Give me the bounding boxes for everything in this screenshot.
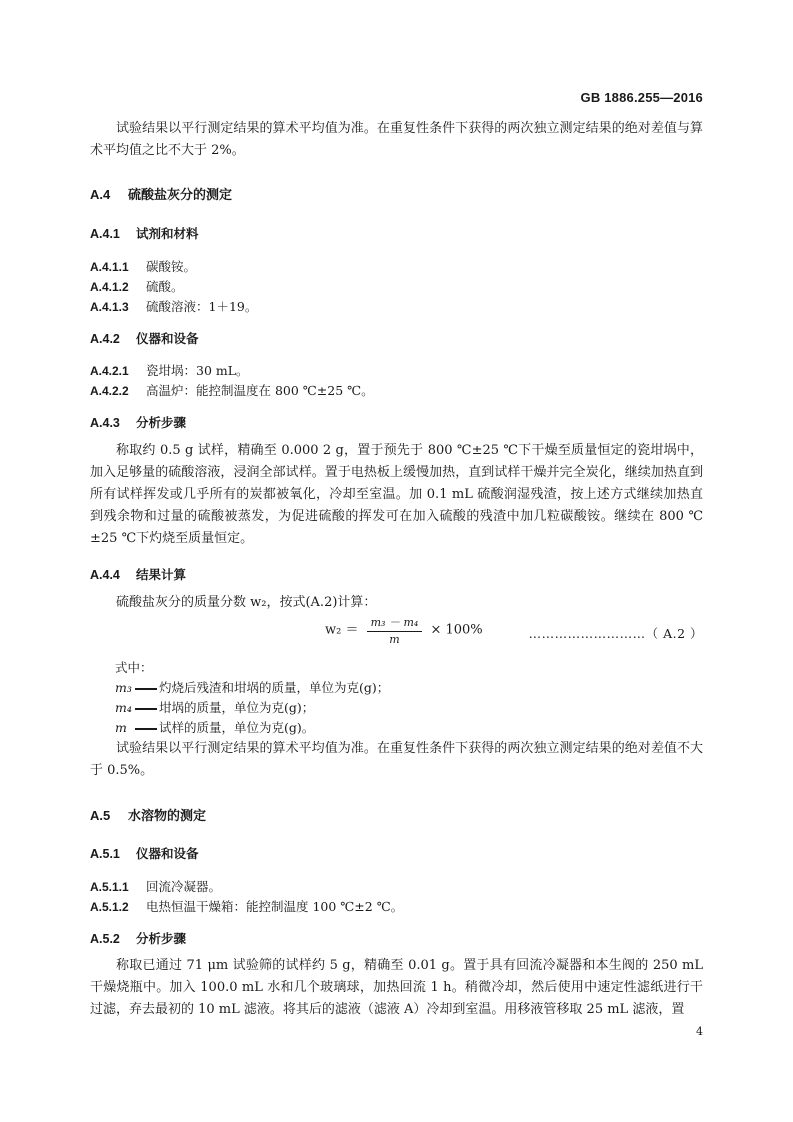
em-dash — [135, 688, 157, 690]
symbol: m — [115, 720, 127, 735]
formula-rhs: × 100% — [430, 622, 483, 638]
item-number: A.5.1.2 — [90, 900, 129, 914]
subsection-number: A.4.2 — [90, 332, 120, 346]
subsection-title: 分析步骤 — [136, 416, 187, 430]
item-a412 — [90, 277, 184, 295]
item-text: 硫酸。 — [146, 279, 184, 294]
item-text: 硫酸溶液：1＋19。 — [146, 299, 258, 314]
subsection-title: 结果计算 — [136, 568, 187, 582]
item-number: A.4.1.1 — [90, 260, 129, 274]
item-a411 — [90, 257, 196, 275]
paragraph-a3-result: 试验结果以平行测定结果的算术平均值为准。在重复性条件下获得的两次独立测定结果的绝对差值与算术平均值之比不大于 2%。 — [90, 121, 703, 158]
symbol: m₃ — [115, 680, 132, 695]
formula-a2 — [325, 614, 483, 650]
subsection-number: A.4.1 — [90, 227, 120, 241]
item-text: 电热恒温干燥箱：能控制温度 100 ℃±2 ℃。 — [146, 899, 404, 914]
em-dash — [135, 728, 157, 730]
equation-number: ………………………（ A.2 ） — [528, 626, 703, 641]
paragraph-a44-intro: 硫酸盐灰分的质量分数 w₂，按式(A.2)计算： — [116, 595, 377, 610]
item-a422 — [90, 381, 374, 399]
paragraph-a52-procedure: 称取已通过 71 μm 试验筛的试样约 5 g，精确至 0.01 g。置于具有回流冷凝器和本生阀的 250 mL 干燥烧瓶中。加入 100.0 mL 水和几个玻璃球，加热回流 1 h。稍微冷却，然后使用中速定性滤纸进行干过滤，弃去最初的 10 mL 滤液。将其后的滤液（滤液 A）冷却到室温。用移液管移取 25 mL 滤液，置 — [90, 958, 703, 1017]
item-text: 碳酸铵。 — [146, 259, 197, 274]
definition-text: 灼烧后残渣和坩埚的质量，单位为克(g)； — [159, 680, 390, 695]
page-number: 4 — [696, 1025, 703, 1038]
item-a413 — [90, 297, 257, 315]
subsection-heading-a41 — [90, 224, 199, 242]
item-number: A.5.1.1 — [90, 880, 129, 894]
subsection-number: A.4.3 — [90, 416, 120, 430]
subsection-title: 仪器和设备 — [136, 847, 199, 861]
em-dash — [135, 708, 157, 710]
formula-denominator: m — [389, 633, 400, 646]
definition-m — [115, 718, 314, 736]
definition-m4 — [115, 698, 314, 716]
definition-m3 — [115, 678, 389, 696]
subsection-title: 试剂和材料 — [136, 227, 199, 241]
item-number: A.4.2.1 — [90, 364, 129, 378]
where-label: 式中： — [115, 660, 153, 675]
section-number: A.4 — [90, 187, 111, 202]
item-number: A.4.1.2 — [90, 280, 129, 294]
subsection-heading-a42 — [90, 329, 199, 347]
formula-fraction — [367, 614, 423, 646]
definition-text: 试样的质量，单位为克(g)。 — [159, 720, 315, 735]
subsection-heading-a51 — [90, 844, 199, 862]
subsection-number: A.5.2 — [90, 932, 120, 946]
paragraph-a43-procedure: 称取约 0.5 g 试样，精确至 0.000 2 g，置于预先于 800 ℃±25 ℃下干燥至质量恒定的瓷坩埚中，加入足够量的硫酸溶液，浸润全部试样。置于电热板上缓慢加热，直到试样干燥并完全炭化，继续加热直到所有试样挥发或几乎所有的炭都被氧化，冷却至室温。加 0.1 mL 硫酸润湿残渣，按上述方式继续加热直到残余物和过量的硫酸被蒸发，为促进硫酸的挥发可在加入硫酸的残渣中加几粒碳酸铵。继续在 800 ℃±25 ℃下灼烧至质量恒定。 — [90, 443, 703, 546]
subsection-title: 仪器和设备 — [136, 332, 199, 346]
subsection-number: A.5.1 — [90, 847, 120, 861]
formula-lhs: w₂ ＝ — [325, 622, 359, 638]
section-heading-a5 — [90, 805, 206, 824]
subsection-heading-a52 — [90, 929, 186, 947]
item-a511 — [90, 877, 221, 895]
section-title: 硫酸盐灰分的测定 — [128, 187, 233, 202]
item-text: 瓷坩埚：30 mL。 — [146, 363, 249, 378]
item-a421 — [90, 361, 249, 379]
item-number: A.4.2.2 — [90, 384, 129, 398]
symbol: m₄ — [115, 700, 132, 715]
item-a512 — [90, 897, 403, 915]
subsection-heading-a44 — [90, 565, 186, 583]
paragraph-a44-result: 试验结果以平行测定结果的算术平均值为准。在重复性条件下获得的两次独立测定结果的绝对差值不大于 0.5%。 — [90, 741, 703, 778]
section-title: 水溶物的测定 — [128, 808, 207, 823]
subsection-title: 分析步骤 — [136, 932, 187, 946]
section-number: A.5 — [90, 808, 111, 823]
formula-numerator: m₃ － m₄ — [367, 614, 423, 632]
item-text: 回流冷凝器。 — [146, 879, 222, 894]
subsection-heading-a43 — [90, 413, 186, 431]
standard-number: GB 1886.255—2016 — [580, 90, 703, 105]
item-text: 高温炉：能控制温度在 800 ℃±25 ℃。 — [146, 383, 374, 398]
subsection-number: A.4.4 — [90, 568, 120, 582]
section-heading-a4 — [90, 184, 232, 203]
definition-text: 坩埚的质量，单位为克(g)； — [159, 700, 315, 715]
item-number: A.4.1.3 — [90, 300, 129, 314]
